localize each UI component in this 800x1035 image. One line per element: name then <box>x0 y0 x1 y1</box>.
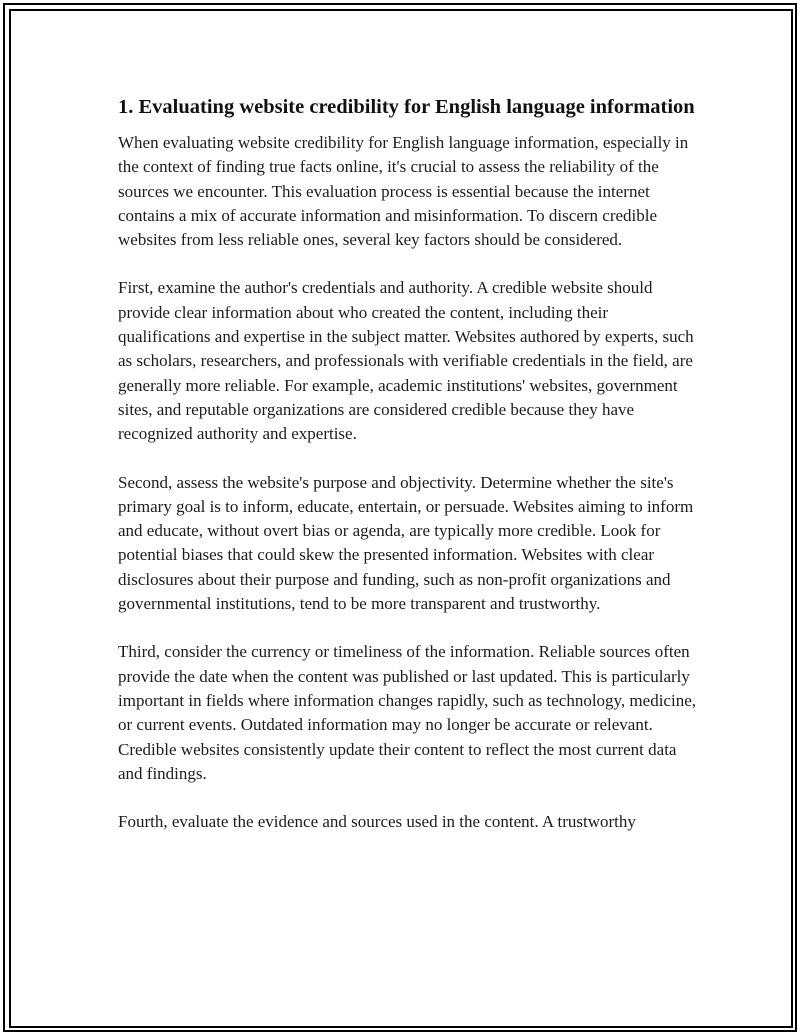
paragraph-intro: When evaluating website credibility for English language information, especially in the context of finding true facts online, it's crucial to assess the reliability of the sources we encounter. This evaluation process is essential because the internet contains a mix of accurate information and misinformation. To discern credible websites from less reliable ones, several key factors should be considered. <box>118 133 689 250</box>
paragraph-currency-timeliness: Third, consider the currency or timeliness of the information. Reliable sources often provide the date when the content was published or last updated. This is particularly important in fields where information changes rapidly, such as technology, medicine, or current events. Outdated information may no longer be accurate or relevant. Credible websites consistently update their content to reflect the most current data and findings. <box>118 642 696 783</box>
section-heading: 1. Evaluating website credibility for English language information <box>118 96 695 118</box>
paragraph-evidence-sources: Fourth, evaluate the evidence and sources used in the content. A trustworthy <box>118 812 636 832</box>
paragraph-purpose-objectivity: Second, assess the website's purpose and objectivity. Determine whether the site's primary goal is to inform, educate, entertain, or persuade. Websites aiming to inform and educate, without overt bias or agenda, are typically more credible. Look for potential biases that could skew the presented information. Websites with clear disclosures about their purpose and funding, such as non-profit organizations and governmental institutions, tend to be more transparent and trustworthy. <box>118 472 694 614</box>
document-body <box>118 93 698 858</box>
paragraph-author-credentials: First, examine the author's credentials and authority. A credible website should provide clear information about who created the content, including their qualifications and expertise in the subject matter. Websites authored by experts, such as scholars, researchers, and professionals with verifiable credentials in the field, are generally more reliable. For example, academic institutions' websites, government sites, and reputable organizations are considered credible because they have recognized authority and expertise. <box>118 278 694 444</box>
